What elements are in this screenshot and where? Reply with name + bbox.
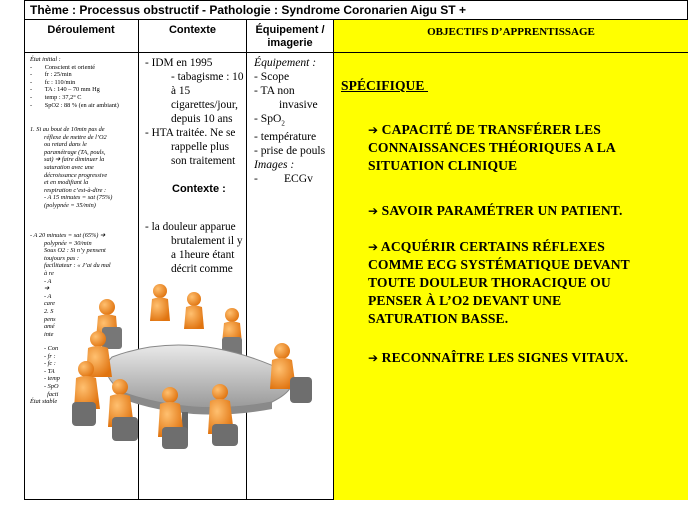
objective-item: ➔ ACQUÉRIR CERTAINS RÉFLEXES COMME ECG SYSTÉMATIQUE DEVANT TOUTE DOULEUR THORACIQUE OU PENSER À L’O2 DEVANT UNE SATURATION BASSE.	[368, 239, 630, 326]
arrow-right-icon: ➔	[368, 204, 379, 218]
arrow-right-icon: ➔	[368, 123, 379, 137]
header-divider	[24, 52, 688, 53]
step2-block: - A 20 minutes = sat (65%) ➔ polypnée = 30/min Sous O2 : Si n’y pensent toujours pas : facilitateur : « J’ai du mal à re - A ➔ - A care 2. S pens amé inte	[30, 232, 111, 338]
objective-item: ➔ SAVOIR PARAMÉTRER UN PATIENT.	[368, 203, 623, 218]
header-contexte: Contexte	[168, 24, 217, 36]
header-deroulement: Déroulement	[47, 24, 115, 36]
list-item: - temp : 37,2° C	[30, 93, 82, 101]
meeting-illustration	[72, 277, 322, 452]
page-title: Thème : Processus obstructif - Pathologie : Syndrome Coronarien Aigu ST +	[24, 0, 688, 20]
header-equipement: Équipement / imagerie	[255, 24, 325, 49]
list-item: - TA : 140 – 70 mm Hg	[30, 86, 100, 94]
etat-initial-block	[30, 56, 125, 109]
list-item: - SpO2 : 88 % (en air ambiant)	[30, 101, 119, 109]
specifique-label: SPÉCIFIQUE	[341, 78, 425, 93]
step1-block: 1. Si au bout de 10min pas de réflexe de mettre de l’O2 ou retard dans le paramétrage (TA, pouls, sat) ➔ faire diminuer la saturation avec une décroissance progressive et en modifiant la respiration c’est-à-dire : - A 15 minutes = sat (75%) (polypnée = 35/min)	[30, 126, 113, 209]
list-item: - fr : 25/min	[30, 71, 72, 79]
final-state: État stable	[30, 398, 58, 406]
contexte-block-2: - la douleur apparue brutalement il y a 1heure étant décrit comme	[145, 221, 243, 275]
list-item: - Conscient et orienté	[30, 63, 96, 71]
objective-item: ➔ CAPACITÉ DE TRANSFÉRER LES CONNAISSANCES THÉORIQUES A LA SITUATION CLINIQUE	[368, 122, 616, 173]
contexte-subtitle: Contexte :	[172, 183, 226, 195]
arrow-right-icon: ➔	[368, 240, 379, 254]
contexte-block: - IDM en 1995 - tabagisme : 10 à 15 cigarettes/jour, depuis 10 ans - HTA traitée. Ne se rappelle plus son traitement	[145, 57, 244, 167]
step3-block: - Con - fr : - fc : - TA - temp - SpO facti État stable	[30, 345, 60, 406]
list-item: - fc : 110/min	[30, 78, 76, 86]
header-objectifs: OBJECTIFS D’APPRENTISSAGE	[427, 26, 595, 38]
objective-item: ➔ RECONNAÎTRE LES SIGNES VITAUX.	[368, 350, 629, 365]
etat-initial-title: État initial :	[30, 56, 61, 63]
equipement-block: Équipement : - Scope - TA non invasive - SpO$_2$ - température - prise de pouls Images : - ECGv	[254, 56, 326, 186]
arrow-right-icon: ➔	[368, 351, 379, 365]
